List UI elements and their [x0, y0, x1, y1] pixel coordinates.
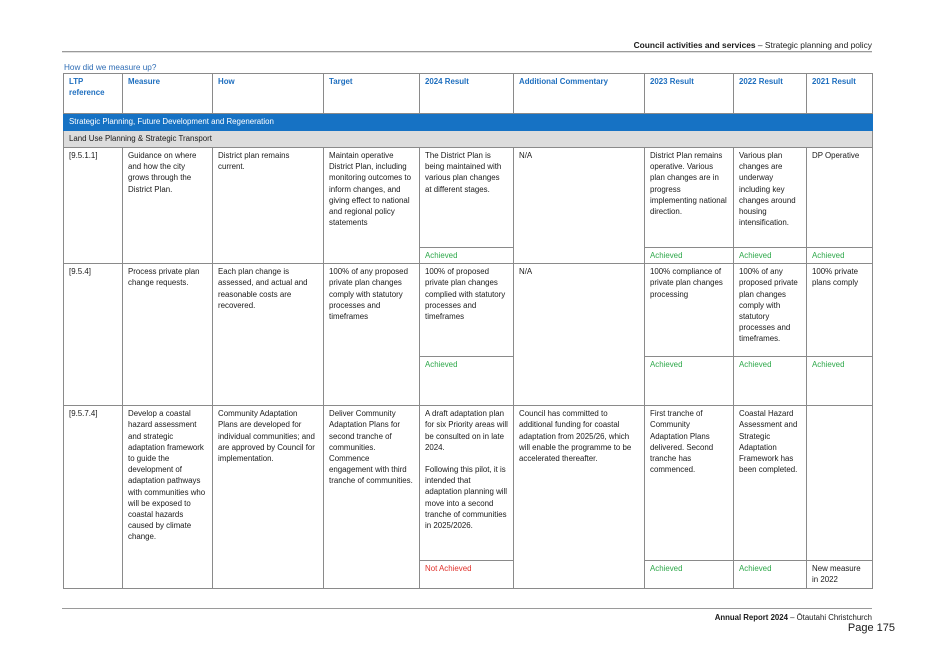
- status-badge: Achieved: [420, 357, 514, 406]
- table-header-row: [64, 74, 873, 114]
- result-paragraph: Following this pilot, it is intended that adaptation planning will move into a second tranche of communities in 2025/2026.: [425, 465, 508, 531]
- cell-how: District plan remains current.: [213, 148, 324, 264]
- cell-target: 100% of any proposed private plan changes comply with statutory processes and timeframes: [324, 264, 420, 406]
- cell-measure: Process private plan change requests.: [123, 264, 213, 406]
- subgroup-row: [64, 131, 873, 148]
- page-header: [634, 40, 872, 50]
- cell-2021-result: DP Operative: [807, 148, 873, 248]
- status-badge: Achieved: [807, 248, 873, 264]
- cell-commentary: N/A: [514, 148, 645, 264]
- cell-2022-result: Various plan changes are underway including key changes around housing intensification.: [734, 148, 807, 248]
- status-badge: Achieved: [734, 357, 807, 406]
- col-2024-result: 2024 Result: [420, 74, 514, 114]
- cell-2024-result: The District Plan is being maintained with various plan changes at different stages.: [420, 148, 514, 248]
- cell-2023-result: District Plan remains operative. Various plan changes are in progress implementing national direction.: [645, 148, 734, 248]
- cell-commentary: Council has committed to additional funding for coastal adaptation from 2025/26, which will enable the programme to be accelerated thereafter.: [514, 406, 645, 588]
- cell-how: Each plan change is assessed, and actual and reasonable costs are recovered.: [213, 264, 324, 406]
- cell-2022-result: Coastal Hazard Assessment and Strategic Adaptation Framework has been completed.: [734, 406, 807, 561]
- group-title: Strategic Planning, Future Development and Regeneration: [64, 114, 873, 131]
- status-badge: New measure in 2022: [807, 561, 873, 588]
- cell-2024-result: 100% of proposed private plan changes complied with statutory processes and timeframes: [420, 264, 514, 357]
- header-subtitle: – Strategic planning and policy: [755, 40, 872, 50]
- cell-measure: Guidance on where and how the city grows through the District Plan.: [123, 148, 213, 264]
- header-divider-shadow: [62, 52, 872, 53]
- status-badge: Achieved: [807, 357, 873, 406]
- col-measure: Measure: [123, 74, 213, 114]
- footer-organisation: – Ōtautahi Christchurch: [787, 613, 872, 622]
- footer-report-title: Annual Report 2024: [714, 613, 788, 622]
- table-row: [64, 264, 873, 357]
- page-footer: [715, 613, 872, 622]
- cell-2023-result: 100% compliance of private plan changes processing: [645, 264, 734, 357]
- col-2021-result: 2021 Result: [807, 74, 873, 114]
- status-badge: Achieved: [734, 561, 807, 588]
- cell-ref: [9.5.4]: [64, 264, 123, 406]
- result-paragraph: A draft adaptation plan for six Priority areas will be consulted on in late 2024.: [425, 409, 508, 452]
- status-badge: Achieved: [645, 561, 734, 588]
- cell-commentary: N/A: [514, 264, 645, 406]
- section-heading: How did we measure up?: [64, 63, 157, 72]
- table-row: [64, 406, 873, 561]
- status-badge: Achieved: [420, 248, 514, 264]
- table-row: [64, 148, 873, 248]
- col-how: How: [213, 74, 324, 114]
- col-2022-result: 2022 Result: [734, 74, 807, 114]
- col-2023-result: 2023 Result: [645, 74, 734, 114]
- cell-2024-result: [420, 406, 514, 561]
- cell-how: Community Adaptation Plans are developed for individual communities; and are approved by Council for implementation.: [213, 406, 324, 588]
- cell-measure: Develop a coastal hazard assessment and strategic adaptation framework to guide the development of adaptation pathways with communities who will be exposed to coastal hazards caused by climate change.: [123, 406, 213, 588]
- cell-ref: [9.5.1.1]: [64, 148, 123, 264]
- performance-table: [63, 73, 873, 589]
- cell-2023-result: First tranche of Community Adaptation Plans delivered. Second tranche has commenced.: [645, 406, 734, 561]
- cell-target: Deliver Community Adaptation Plans for second tranche of communities. Commence engagement with third tranche of communities.: [324, 406, 420, 588]
- cell-target: Maintain operative District Plan, including monitoring outcomes to inform changes, and giving effect to national and regional policy statements: [324, 148, 420, 264]
- cell-ref: [9.5.7.4]: [64, 406, 123, 588]
- page-number: Page 175: [847, 622, 895, 634]
- group-banner-row: [64, 114, 873, 131]
- footer-divider: [62, 608, 872, 609]
- col-target: Target: [324, 74, 420, 114]
- col-ltp-reference: LTP reference: [64, 74, 123, 114]
- status-badge: Achieved: [734, 248, 807, 264]
- cell-2022-result: 100% of any proposed private plan changes comply with statutory processes and timeframes.: [734, 264, 807, 357]
- subgroup-title: Land Use Planning & Strategic Transport: [64, 131, 873, 148]
- col-additional-commentary: Additional Commentary: [514, 74, 645, 114]
- cell-2021-result: [807, 406, 873, 561]
- status-badge: Achieved: [645, 357, 734, 406]
- header-section-title: Council activities and services: [633, 40, 756, 50]
- status-badge: Not Achieved: [420, 561, 514, 588]
- cell-2021-result: 100% private plans comply: [807, 264, 873, 357]
- status-badge: Achieved: [645, 248, 734, 264]
